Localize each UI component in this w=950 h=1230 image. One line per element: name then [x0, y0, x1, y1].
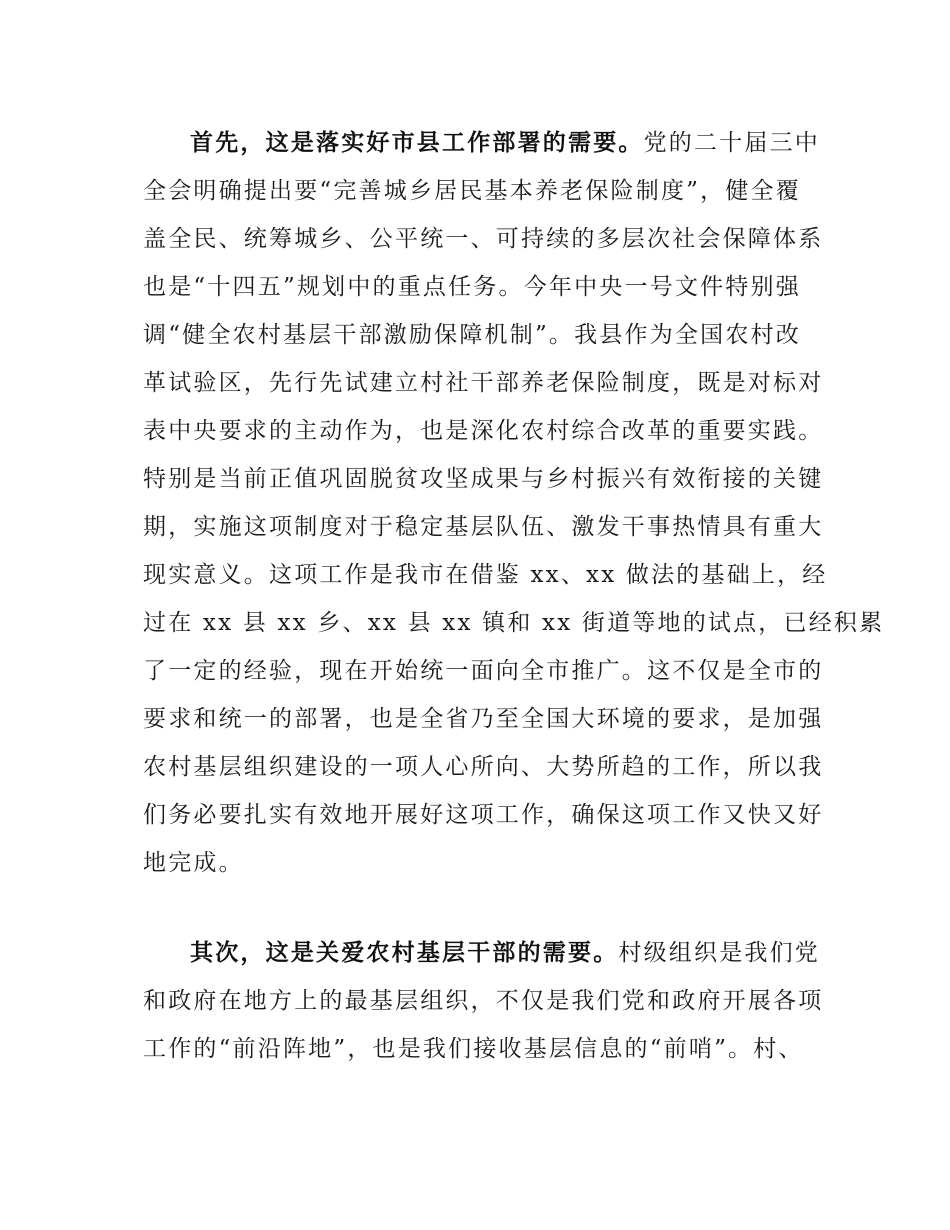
- paragraph-1-lead: 首先，这是落实好市县工作部署的需要。: [190, 130, 644, 156]
- paragraph-1-line-10: 现实意义。这项工作是我市在借鉴 xx、xx 做法的基础上，经: [143, 562, 828, 588]
- paragraph-2-line-1: [190, 938, 820, 968]
- paragraph-2-line-2: 和政府在地方上的最基层组织，不仅是我们党和政府开展各项: [143, 988, 824, 1014]
- paragraph-1-line-14: 农村基层组织建设的一项人心所向、大势所趋的工作，所以我: [143, 754, 824, 780]
- paragraph-1-line-11: 过在 xx 县 xx 乡、xx 县 xx 镇和 xx 街道等地的试点，已经积累: [143, 610, 885, 636]
- paragraph-1-text: 党的二十届三中: [643, 130, 821, 156]
- paragraph-2-text: 村级组织是我们党: [618, 940, 821, 966]
- paragraph-1-line-7: 表中央要求的主动作为，也是深化农村综合改革的重要实践。: [143, 418, 824, 444]
- paragraph-1-line-4: 也是“十四五”规划中的重点任务。今年中央一号文件特别强: [143, 274, 801, 300]
- paragraph-1-line-9: 期，实施这项制度对于稳定基层队伍、激发干事热情具有重大: [143, 514, 824, 540]
- paragraph-1-line-2: 全会明确提出要“完善城乡居民基本养老保险制度”，健全覆: [143, 178, 801, 204]
- paragraph-1-line-13: 要求和统一的部署，也是全省乃至全国大环境的要求，是加强: [143, 706, 824, 732]
- paragraph-2-lead: 其次，这是关爱农村基层干部的需要。: [190, 940, 619, 966]
- paragraph-1-line-3: 盖全民、统筹城乡、公平统一、可持续的多层次社会保障体系: [143, 226, 824, 252]
- paragraph-1-line-1: [190, 128, 820, 158]
- paragraph-1-line-5: 调“健全农村基层干部激励保障机制”。我县作为全国农村改: [143, 322, 801, 348]
- paragraph-1-line-16: 地完成。: [143, 850, 244, 876]
- paragraph-1-line-8: 特别是当前正值巩固脱贫攻坚成果与乡村振兴有效衔接的关键: [143, 466, 824, 492]
- paragraph-1-line-12: 了一定的经验，现在开始统一面向全市推广。这不仅是全市的: [143, 658, 824, 684]
- paragraph-2-line-3: 工作的“前沿阵地”，也是我们接收基层信息的“前哨”。村、: [143, 1036, 804, 1062]
- paragraph-1-line-6: 革试验区，先行先试建立村社干部养老保险制度，既是对标对: [143, 370, 824, 396]
- paragraph-1-line-15: 们务必要扎实有效地开展好这项工作，确保这项工作又快又好: [143, 802, 824, 828]
